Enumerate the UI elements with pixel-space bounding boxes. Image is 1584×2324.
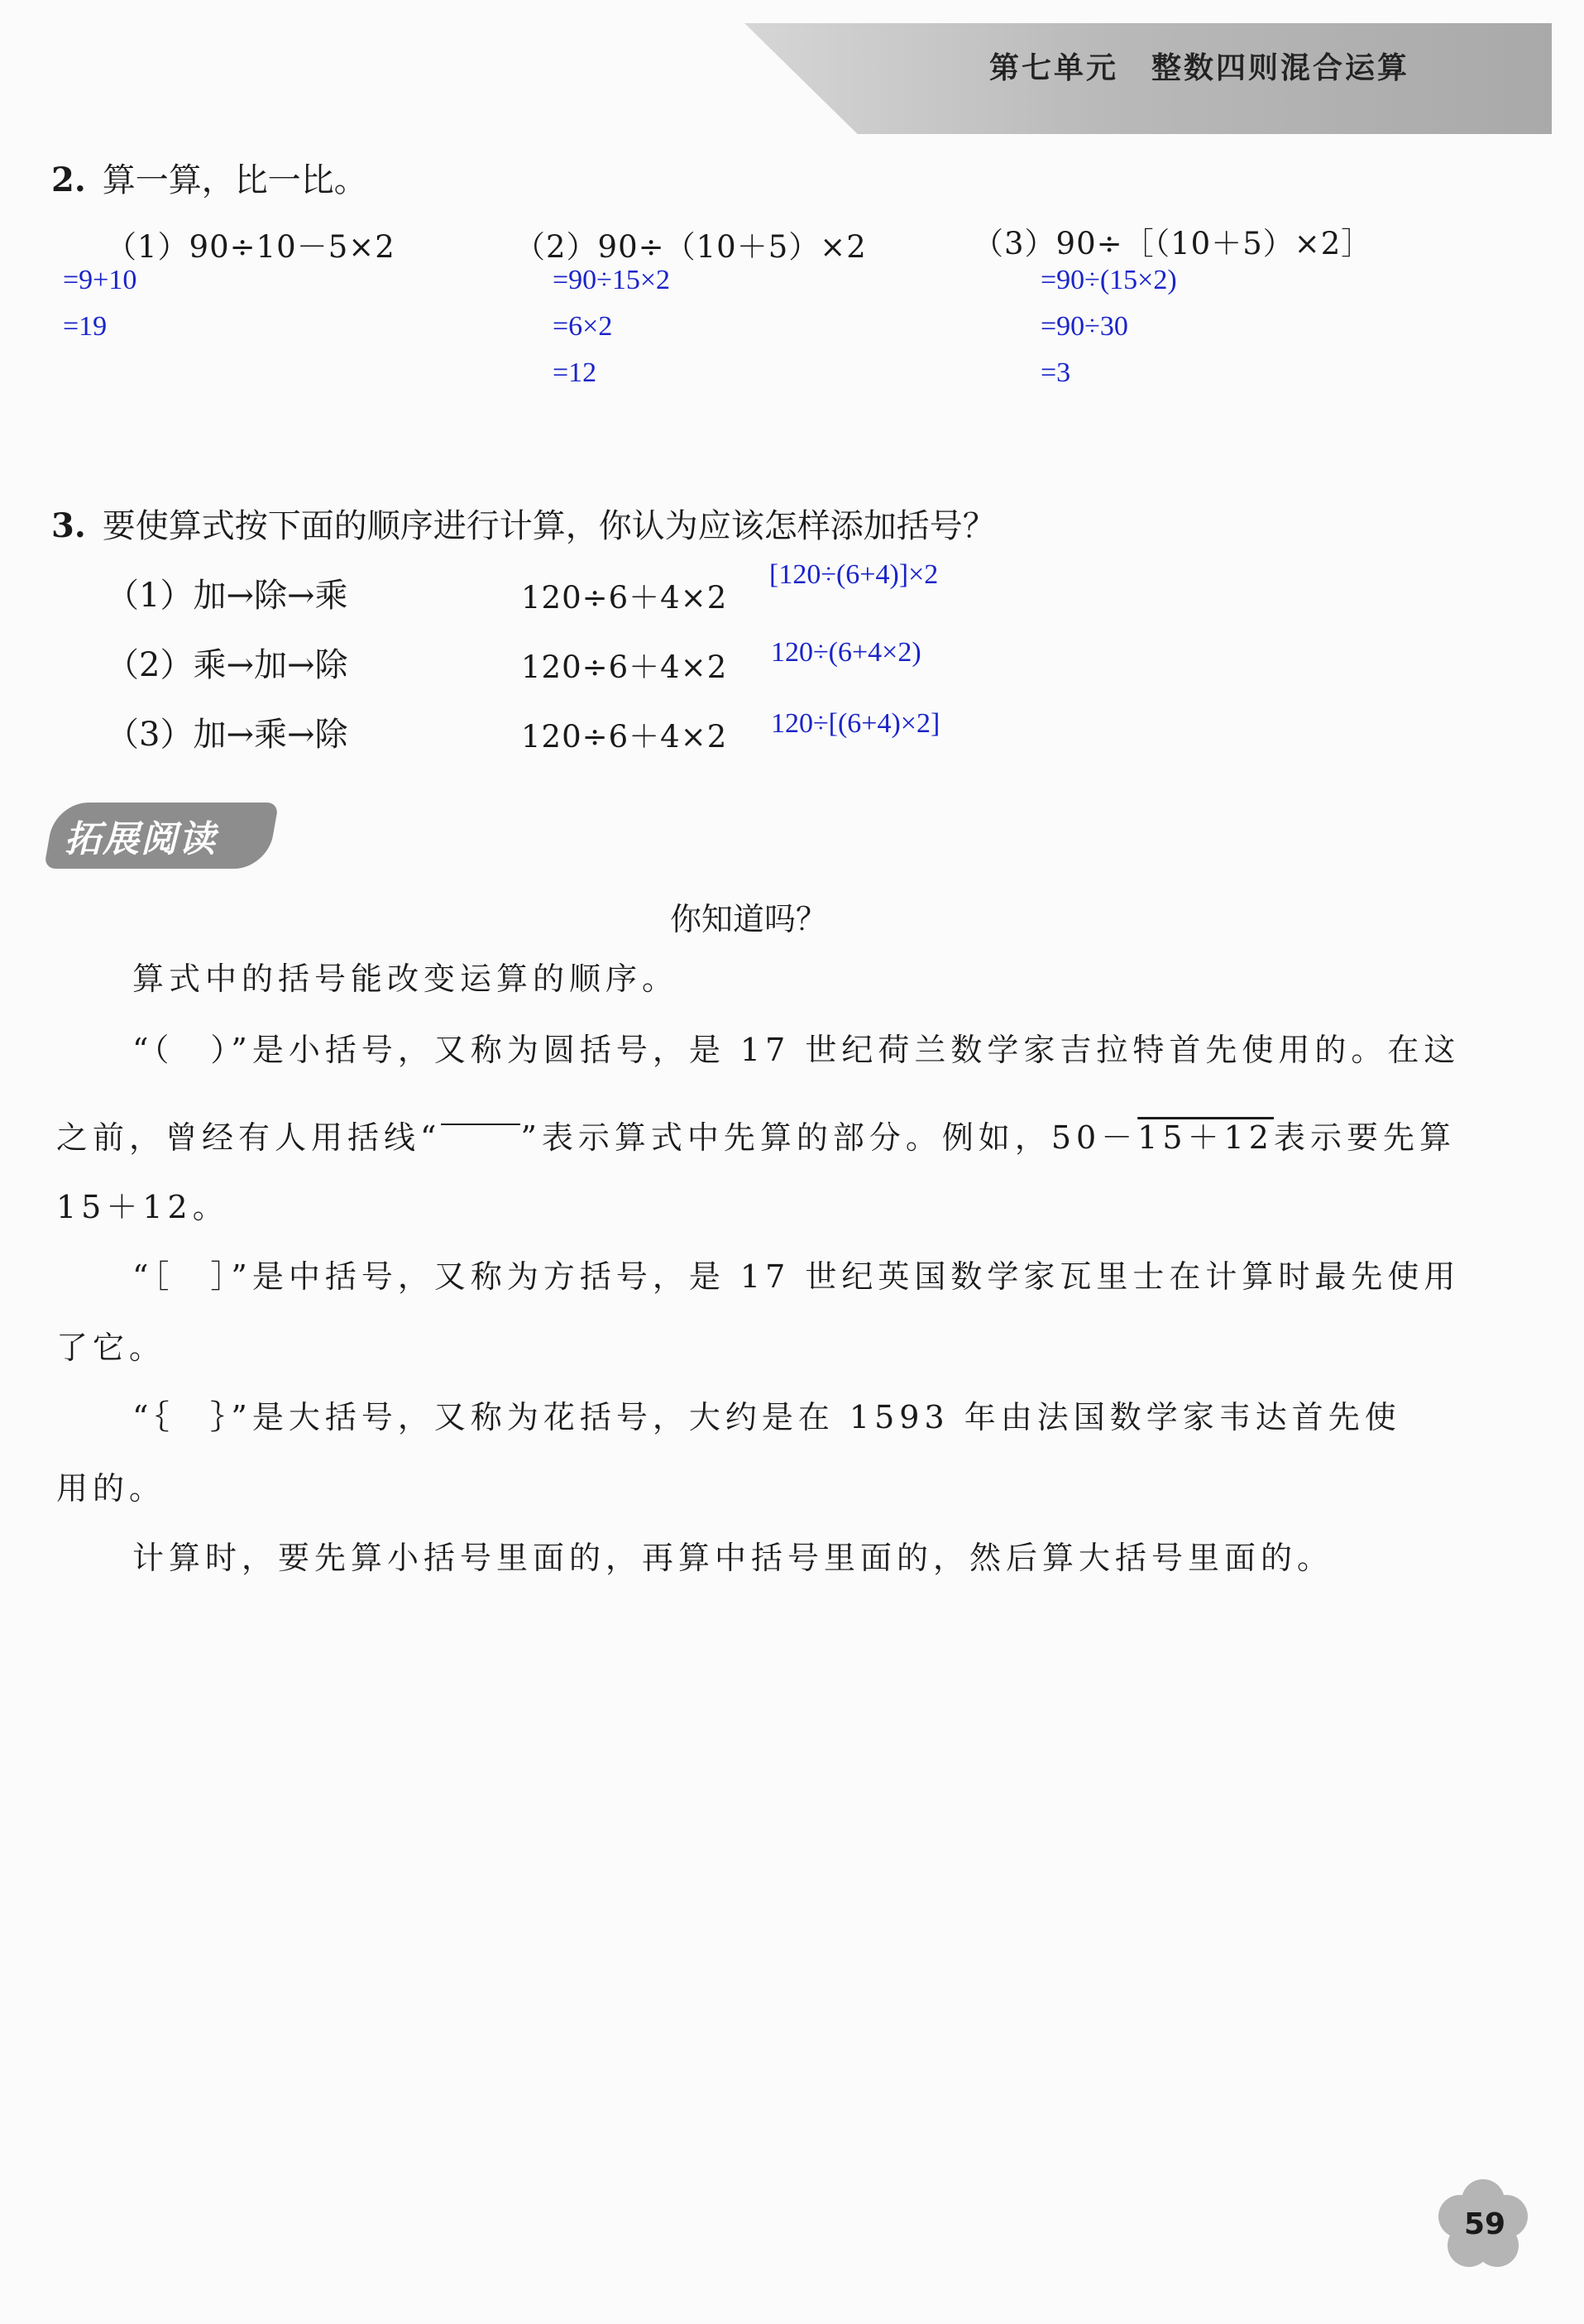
- q3-row-label: （3）加→乘→除: [106, 716, 348, 754]
- q3-row-label: （2）乘→加→除: [106, 646, 348, 684]
- q3-row-answer: [120÷(6+4)]×2: [769, 559, 939, 590]
- overlined-expression: 15＋12: [1137, 1119, 1274, 1156]
- reading-paragraph: 了它。: [56, 1330, 166, 1366]
- q2-answer-step: =90÷15×2: [553, 265, 671, 295]
- section-badge-label: 拓展阅读: [65, 818, 217, 860]
- reading-title: 你知道吗？: [670, 901, 828, 937]
- text-segment: 之前，曾经有人用括线“: [56, 1119, 442, 1156]
- q3-row-expression: 120÷6＋4×2: [521, 719, 728, 755]
- text-segment: 表示要先算: [1273, 1119, 1456, 1156]
- q2-expression-2: （2）90÷（10＋5）×2: [514, 229, 867, 265]
- q3-row-label: （1）加→除→乘: [106, 577, 348, 615]
- question-text: 要使算式按下面的顺序进行计算，你认为应该怎样添加括号？: [102, 507, 996, 545]
- question-2-title: [51, 154, 367, 201]
- q2-answer-step: =3: [1041, 357, 1071, 388]
- page-number: 59: [1464, 2207, 1506, 2241]
- reading-paragraph: “｛ ｝”是大括号，又称为花括号，大约是在 1593 年由法国数学家韦达首先使: [132, 1399, 1401, 1435]
- reading-paragraph: “（ ）”是小括号，又称为圆括号，是 17 世纪荷兰数学家吉拉特首先使用的。在这: [132, 1032, 1461, 1068]
- unit-label: 第七单元: [989, 50, 1119, 85]
- reading-paragraph-line: [56, 1119, 1456, 1156]
- q2-expression-1: （1）90÷10－5×2: [106, 229, 395, 265]
- header-title: [989, 45, 1409, 87]
- q2-answer-step: =19: [63, 311, 108, 342]
- q3-row-answer: 120÷(6+4×2): [771, 637, 921, 668]
- question-number: 3.: [51, 506, 86, 545]
- q2-answer-step: =12: [553, 357, 597, 388]
- text-segment: ”表示算式中先算的部分。例如，50－: [520, 1119, 1138, 1156]
- unit-title: 整数四则混合运算: [1151, 50, 1410, 85]
- q3-row-expression: 120÷6＋4×2: [521, 649, 728, 685]
- reading-paragraph: 15＋12。: [56, 1189, 229, 1225]
- bracket-line-symbol: [441, 1124, 520, 1125]
- reading-paragraph: 计算时，要先算小括号里面的，再算中括号里面的，然后算大括号里面的。: [132, 1540, 1334, 1576]
- q2-answer-step: =6×2: [553, 311, 613, 342]
- q2-expression-3: （3）90÷［（10＋5）×2］: [973, 226, 1373, 261]
- question-number: 2.: [51, 161, 86, 199]
- q2-answer-step: =90÷30: [1041, 311, 1128, 342]
- q3-row-answer: 120÷[(6+4)×2]: [771, 708, 940, 739]
- reading-paragraph: “［ ］”是中括号，又称为方括号，是 17 世纪英国数学家瓦里士在计算时最先使用: [132, 1258, 1461, 1295]
- q3-row-expression: 120÷6＋4×2: [521, 580, 728, 616]
- question-3-title: [51, 500, 996, 547]
- reading-paragraph: 用的。: [56, 1470, 166, 1507]
- reading-paragraph: 算式中的括号能改变运算的顺序。: [132, 961, 679, 997]
- q2-answer-step: =9+10: [63, 265, 137, 295]
- question-text: 算一算，比一比。: [102, 161, 367, 199]
- q2-answer-step: =90÷(15×2): [1041, 265, 1177, 295]
